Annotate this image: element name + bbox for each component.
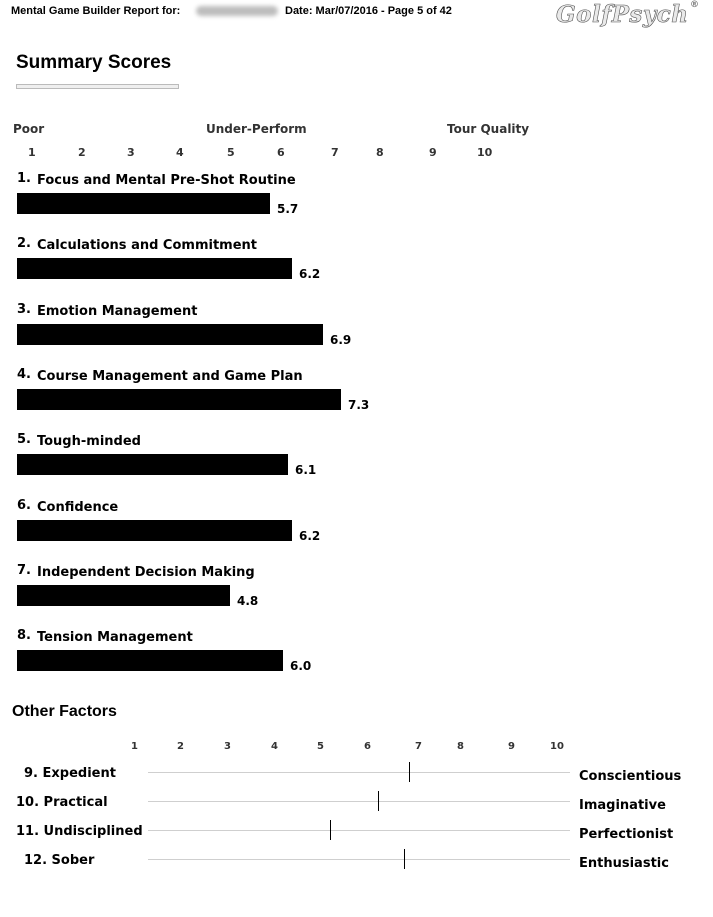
score-item-title	[17, 562, 255, 580]
summary-tick-label: 4	[176, 146, 184, 159]
score-item-number: 6.	[17, 497, 31, 513]
title-underline	[16, 84, 179, 89]
score-item-number: 7.	[17, 562, 31, 578]
date-page-label: Date: Mar/07/2016 - Page 5 of 42	[285, 5, 452, 17]
score-item-number: 4.	[17, 366, 31, 382]
factor-left-label: 11. Undisciplined	[16, 824, 143, 839]
score-value-label: 6.2	[299, 528, 321, 543]
summary-title: Summary Scores	[16, 52, 172, 73]
score-item-title	[17, 630, 193, 645]
score-item-title	[17, 497, 119, 515]
redacted-name	[196, 6, 278, 16]
score-value-label: 4.8	[237, 593, 259, 608]
factor-marker	[378, 791, 379, 811]
factor-right-label: Conscientious	[579, 769, 682, 784]
summary-tick-label: 10	[477, 146, 493, 159]
summary-tick-label: 6	[277, 146, 285, 159]
score-item-number: 3.	[17, 301, 31, 317]
other-factors-tick-label: 3	[224, 741, 231, 752]
score-item-label: Focus and Mental Pre-Shot Routine	[36, 173, 296, 188]
factor-marker	[330, 820, 331, 840]
summary-tick-label: 2	[78, 146, 86, 159]
other-factors-tick-label: 7	[415, 741, 422, 752]
other-factors-tick-label: 1	[131, 741, 138, 752]
score-item-title	[17, 173, 296, 188]
other-factors-tick-label: 2	[177, 741, 184, 752]
factor-right-label: Perfectionist	[579, 827, 674, 842]
factor-scale-line	[148, 801, 570, 802]
score-item-label: Tough-minded	[36, 434, 141, 450]
other-factors-tick-label: 8	[457, 741, 464, 752]
factor-left-label: 9. Expedient	[24, 766, 116, 781]
score-item-label: Calculations and Commitment	[36, 238, 257, 254]
factor-scale-line	[148, 830, 570, 831]
score-item-label: Confidence	[36, 499, 119, 515]
golfpsych-logo: GolfPsych ®	[556, 0, 700, 28]
summary-tick-label: 9	[429, 146, 437, 159]
score-item-title	[17, 434, 141, 449]
score-bar	[17, 324, 323, 345]
scale-label-tour-quality: Tour Quality	[447, 122, 530, 136]
scale-label-under-perform: Under-Perform	[206, 122, 307, 136]
factor-scale-line	[148, 772, 570, 773]
score-item-number: 2.	[17, 236, 31, 252]
summary-tick-label: 8	[376, 146, 384, 159]
factor-marker	[404, 849, 405, 869]
score-item-number: 1.	[17, 171, 31, 186]
score-item-number: 5.	[17, 432, 31, 448]
factor-right-label: Enthusiastic	[579, 856, 669, 871]
score-item-label: Independent Decision Making	[36, 564, 255, 580]
summary-tick-label: 1	[28, 146, 36, 159]
score-bar	[17, 454, 288, 475]
score-item-title	[17, 301, 198, 319]
score-value-label: 6.0	[290, 659, 312, 674]
factor-scale-line	[148, 859, 570, 860]
score-bar	[17, 193, 270, 214]
score-value-label: 5.7	[277, 202, 299, 216]
score-item-title	[17, 238, 257, 253]
factor-right-label: Imaginative	[579, 798, 666, 813]
other-factors-tick-label: 4	[271, 741, 278, 752]
score-value-label: 6.1	[295, 463, 317, 478]
score-value-label: 6.2	[299, 267, 321, 282]
score-item-label: Tension Management	[36, 630, 193, 646]
summary-tick-label: 3	[127, 146, 135, 159]
report-label: Mental Game Builder Report for:	[11, 5, 181, 17]
other-factors-title: Other Factors	[12, 703, 117, 720]
score-item-title	[17, 366, 303, 384]
factor-left-label: 10. Practical	[16, 795, 108, 810]
score-bar	[17, 520, 292, 541]
score-item-number: 8.	[17, 628, 31, 644]
other-factors-tick-label: 10	[550, 741, 564, 752]
score-item-label: Emotion Management	[36, 303, 198, 319]
score-bar	[17, 585, 230, 606]
summary-tick-label: 5	[227, 146, 235, 159]
score-value-label: 6.9	[330, 332, 352, 347]
score-value-label: 7.3	[348, 397, 370, 412]
score-bar	[17, 389, 341, 410]
score-bar	[17, 258, 292, 279]
score-bar	[17, 650, 283, 671]
scale-label-poor: Poor	[13, 122, 45, 136]
factor-left-label: 12. Sober	[24, 853, 95, 868]
other-factors-tick-label: 6	[364, 741, 371, 752]
other-factors-tick-label: 9	[508, 741, 515, 752]
score-item-label: Course Management and Game Plan	[36, 368, 303, 384]
other-factors-tick-label: 5	[317, 741, 324, 752]
summary-tick-label: 7	[331, 146, 339, 159]
factor-marker	[409, 762, 410, 782]
